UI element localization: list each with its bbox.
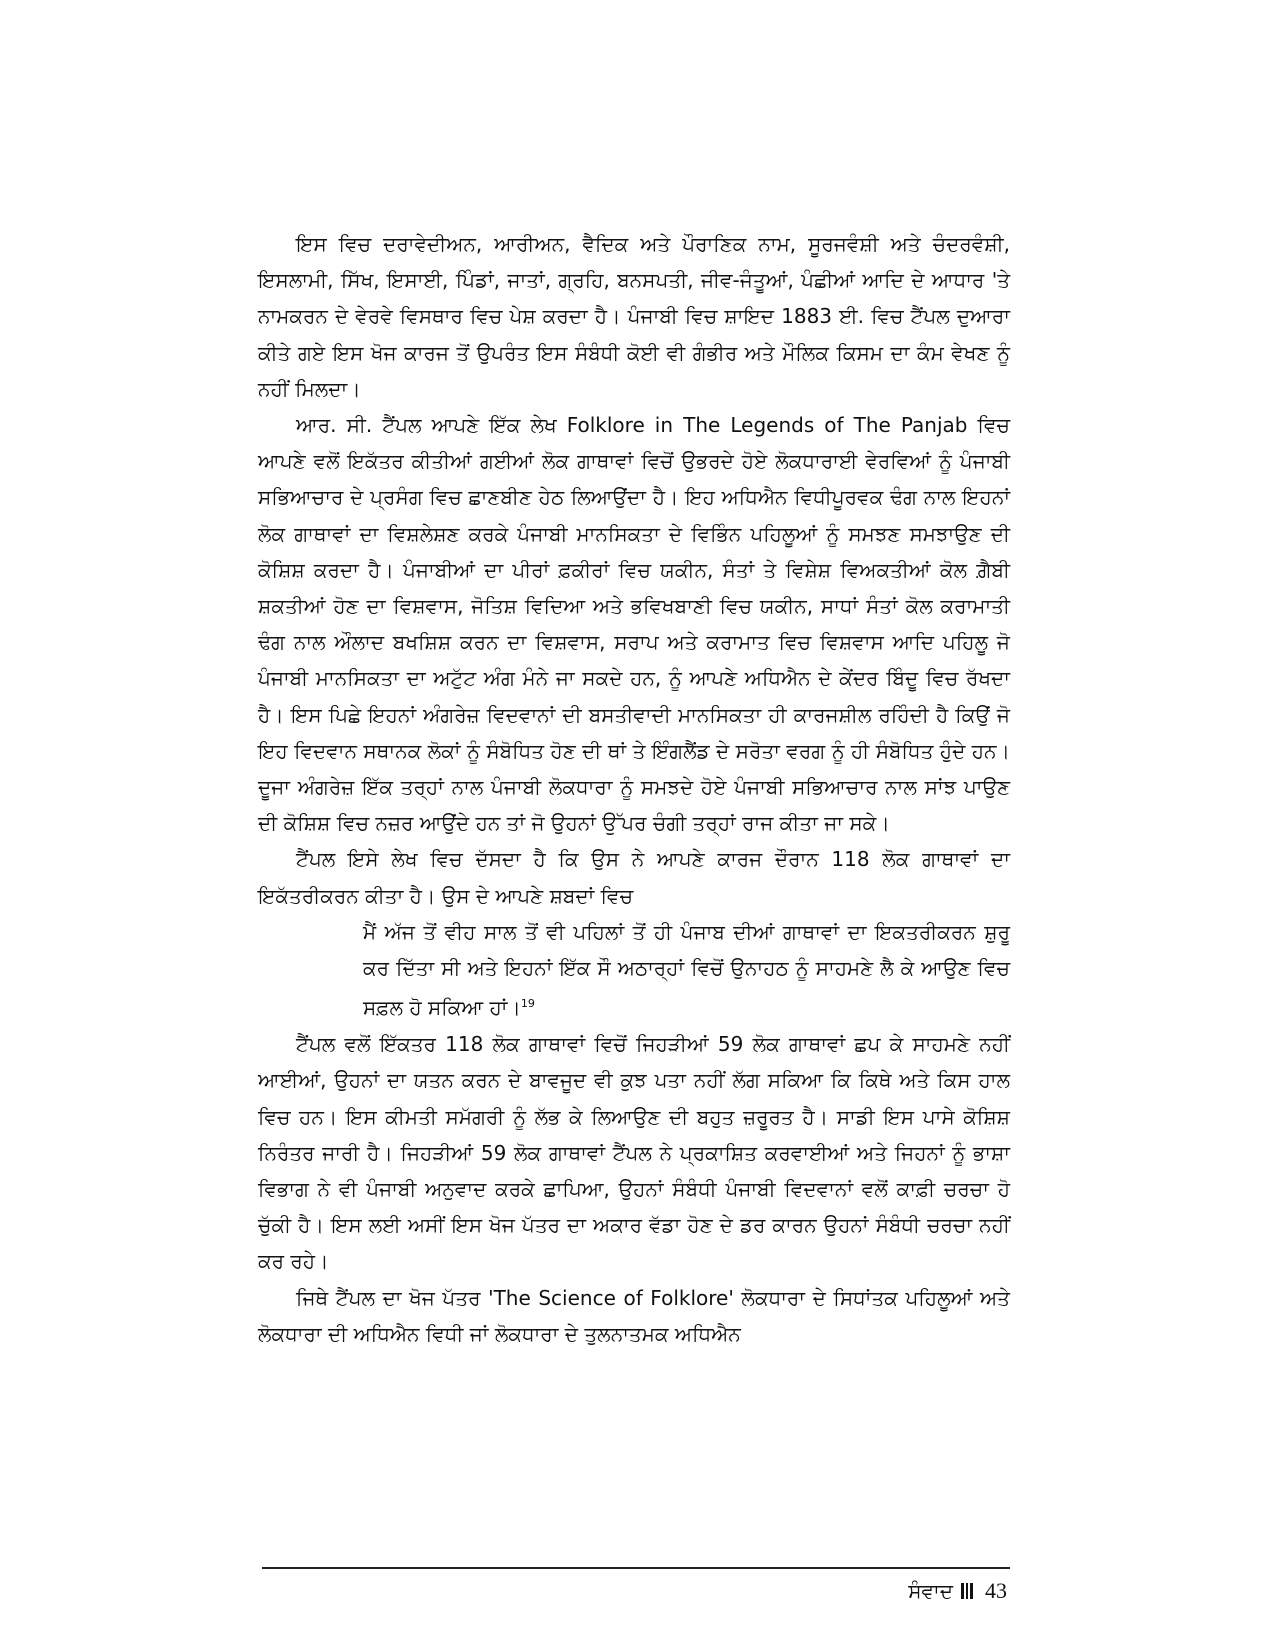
paragraph-1: ਇਸ ਵਿਚ ਦਰਾਵੇਦੀਅਨ, ਆਰੀਅਨ, ਵੈਦਿਕ ਅਤੇ ਪੌਰਾਣਿਕ ਨਾਮ, ਸੂਰਜਵੰਸ਼ੀ ਅਤੇ ਚੰਦਰਵੰਸ਼ੀ, ਇਸਲਾਮੀ, ਸਿੱਖ, ਇਸਾਈ, ਪਿੰਡਾਂ, ਜਾਤਾਂ, ਗ੍ਰਹਿ, ਬਨਸਪਤੀ, ਜੀਵ-ਜੰਤੂਆਂ, ਪੰਛੀਆਂ ਆਦਿ ਦੇ ਆਧਾਰ 'ਤੇ ਨਾਮਕਰਨ ਦੇ ਵੇਰਵੇ ਵਿਸਥਾਰ ਵਿਚ ਪੇਸ਼ ਕਰਦਾ ਹੈ। ਪੰਜਾਬੀ ਵਿਚ ਸ਼ਾਇਦ 1883 ਈ. ਵਿਚ ਟੈਂਪਲ ਦੁਆਰਾ ਕੀਤੇ ਗਏ ਇਸ ਖੋਜ ਕਾਰਜ ਤੋਂ ਉਪਰੰਤ ਇਸ ਸੰਬੰਧੀ ਕੋਈ ਵੀ ਗੰਭੀਰ ਅਤੇ ਮੌਲਿਕ ਕਿਸਮ ਦਾ ਕੰਮ ਵੇਖਣ ਨੂੰ ਨਹੀਂ ਮਿਲਦਾ।: [258, 232, 1010, 401]
paragraph-4: ਟੈਂਪਲ ਵਲੋਂ ਇੱਕਤਰ 118 ਲੋਕ ਗਾਥਾਵਾਂ ਵਿਚੋਂ ਜਿਹੜੀਆਂ 59 ਲੋਕ ਗਾਥਾਵਾਂ ਛਪ ਕੇ ਸਾਹਮਣੇ ਨਹੀਂ ਆਈਆਂ, ਉਹਨਾਂ ਦਾ ਯਤਨ ਕਰਨ ਦੇ ਬਾਵਜੂਦ ਵੀ ਕੁਝ ਪਤਾ ਨਹੀਂ ਲੱਗ ਸਕਿਆ ਕਿ ਕਿਥੇ ਅਤੇ ਕਿਸ ਹਾਲ ਵਿਚ ਹਨ। ਇਸ ਕੀਮਤੀ ਸਮੱਗਰੀ ਨੂੰ ਲੱਭ ਕੇ ਲਿਆਉਣ ਦੀ ਬਹੁਤ ਜ਼ਰੂਰਤ ਹੈ। ਸਾਡੀ ਇਸ ਪਾਸੇ ਕੋਸ਼ਿਸ਼ ਨਿਰੰਤਰ ਜਾਰੀ ਹੈ। ਜਿਹੜੀਆਂ 59 ਲੋਕ ਗਾਥਾਵਾਂ ਟੈਂਪਲ ਨੇ ਪ੍ਰਕਾਸ਼ਿਤ ਕਰਵਾਈਆਂ ਅਤੇ ਜਿਹਨਾਂ ਨੂੰ ਭਾਸ਼ਾ ਵਿਭਾਗ ਨੇ ਵੀ ਪੰਜਾਬੀ ਅਨੁਵਾਦ ਕਰਕੇ ਛਾਪਿਆ, ਉਹਨਾਂ ਸੰਬੰਧੀ ਪੰਜਾਬੀ ਵਿਦਵਾਨਾਂ ਵਲੋਂ ਕਾਫ਼ੀ ਚਰਚਾ ਹੋ ਚੁੱਕੀ ਹੈ। ਇਸ ਲਈ ਅਸੀਂ ਇਸ ਖੋਜ ਪੱਤਰ ਦਾ ਅਕਾਰ ਵੱਡਾ ਹੋਣ ਦੇ ਡਰ ਕਾਰਨ ਉਹਨਾਂ ਸੰਬੰਧੀ ਚਰਚਾ ਨਹੀਂ ਕਰ ਰਹੇ।: [258, 1032, 1010, 1274]
page-number: 43: [985, 1578, 1007, 1603]
page-body: [258, 226, 1010, 1352]
bars-icon: [961, 1583, 973, 1599]
block-quote-text: ਮੈਂ ਅੱਜ ਤੋਂ ਵੀਹ ਸਾਲ ਤੋਂ ਵੀ ਪਹਿਲਾਂ ਤੋਂ ਹੀ ਪੰਜਾਬ ਦੀਆਂ ਗਾਥਾਵਾਂ ਦਾ ਇਕਤਰੀਕਰਨ ਸ਼ੁਰੂ ਕਰ ਦਿੱਤਾ ਸੀ ਅਤੇ ਇਹਨਾਂ ਇੱਕ ਸੌ ਅਠਾਰ੍ਹਾਂ ਵਿਚੋਂ ਉਨਾਹਠ ਨੂੰ ਸਾਹਮਣੇ ਲੈ ਕੇ ਆਉਣ ਵਿਚ ਸਫ਼ਲ ਹੋ ਸਕਿਆ ਹਾਂ।: [363, 919, 1010, 1020]
page-footer: [908, 1578, 1007, 1604]
paragraph-3: ਟੈਂਪਲ ਇਸੇ ਲੇਖ ਵਿਚ ਦੱਸਦਾ ਹੈ ਕਿ ਉਸ ਨੇ ਆਪਣੇ ਕਾਰਜ ਦੌਰਾਨ 118 ਲੋਕ ਗਾਥਾਵਾਂ ਦਾ ਇਕੱਤਰੀਕਰਨ ਕੀਤਾ ਹੈ। ਉਸ ਦੇ ਆਪਣੇ ਸ਼ਬਦਾਂ ਵਿਚ: [258, 847, 1010, 908]
journal-name: ਸੰਵਾਦ: [908, 1579, 953, 1603]
footer-divider: [262, 1567, 1010, 1569]
paragraph-2: ਆਰ. ਸੀ. ਟੈਂਪਲ ਆਪਣੇ ਇੱਕ ਲੇਖ Folklore in The Legends of The Panjab ਵਿਚ ਆਪਣੇ ਵਲੋਂ ਇਕੱਤਰ ਕੀਤੀਆਂ ਗਈਆਂ ਲੋਕ ਗਾਥਾਵਾਂ ਵਿਚੋਂ ਉਭਰਦੇ ਹੋਏ ਲੋਕਧਾਰਾਈ ਵੇਰਵਿਆਂ ਨੂੰ ਪੰਜਾਬੀ ਸਭਿਆਚਾਰ ਦੇ ਪ੍ਰਸੰਗ ਵਿਚ ਛਾਣਬੀਣ ਹੇਠ ਲਿਆਉਂਦਾ ਹੈ। ਇਹ ਅਧਿਐਨ ਵਿਧੀਪੂਰਵਕ ਢੰਗ ਨਾਲ ਇਹਨਾਂ ਲੋਕ ਗਾਥਾਵਾਂ ਦਾ ਵਿਸ਼ਲੇਸ਼ਣ ਕਰਕੇ ਪੰਜਾਬੀ ਮਾਨਸਿਕਤਾ ਦੇ ਵਿਭਿੰਨ ਪਹਿਲੂਆਂ ਨੂੰ ਸਮਝਣ ਸਮਝਾਉਣ ਦੀ ਕੋਸ਼ਿਸ਼ ਕਰਦਾ ਹੈ। ਪੰਜਾਬੀਆਂ ਦਾ ਪੀਰਾਂ ਫ਼ਕੀਰਾਂ ਵਿਚ ਯਕੀਨ, ਸੰਤਾਂ ਤੇ ਵਿਸ਼ੇਸ਼ ਵਿਅਕਤੀਆਂ ਕੋਲ ਗ਼ੈਬੀ ਸ਼ਕਤੀਆਂ ਹੋਣ ਦਾ ਵਿਸ਼ਵਾਸ, ਜੋਤਿਸ਼ ਵਿਦਿਆ ਅਤੇ ਭਵਿਖਬਾਣੀ ਵਿਚ ਯਕੀਨ, ਸਾਧਾਂ ਸੰਤਾਂ ਕੋਲ ਕਰਾਮਾਤੀ ਢੰਗ ਨਾਲ ਔਲਾਦ ਬਖਸ਼ਿਸ਼ ਕਰਨ ਦਾ ਵਿਸ਼ਵਾਸ, ਸਰਾਪ ਅਤੇ ਕਰਾਮਾਤ ਵਿਚ ਵਿਸ਼ਵਾਸ ਆਦਿ ਪਹਿਲੂ ਜੋ ਪੰਜਾਬੀ ਮਾਨਸਿਕਤਾ ਦਾ ਅਟੁੱਟ ਅੰਗ ਮੰਨੇ ਜਾ ਸਕਦੇ ਹਨ, ਨੂੰ ਆਪਣੇ ਅਧਿਐਨ ਦੇ ਕੇਂਦਰ ਬਿੰਦੂ ਵਿਚ ਰੱਖਦਾ ਹੈ। ਇਸ ਪਿਛੇ ਇਹਨਾਂ ਅੰਗਰੇਜ਼ ਵਿਦਵਾਨਾਂ ਦੀ ਬਸਤੀਵਾਦੀ ਮਾਨਸਿਕਤਾ ਹੀ ਕਾਰਜਸ਼ੀਲ ਰਹਿੰਦੀ ਹੈ ਕਿਉਂ ਜੋ ਇਹ ਵਿਦਵਾਨ ਸਥਾਨਕ ਲੋਕਾਂ ਨੂੰ ਸੰਬੋਧਿਤ ਹੋਣ ਦੀ ਥਾਂ ਤੇ ਇੰਗਲੈਂਡ ਦੇ ਸਰੋਤਾ ਵਰਗ ਨੂੰ ਹੀ ਸੰਬੋਧਿਤ ਹੁੰਦੇ ਹਨ। ਦੂਜਾ ਅੰਗਰੇਜ਼ ਇੱਕ ਤਰ੍ਹਾਂ ਨਾਲ ਪੰਜਾਬੀ ਲੋਕਧਾਰਾ ਨੂੰ ਸਮਝਦੇ ਹੋਏ ਪੰਜਾਬੀ ਸਭਿਆਚਾਰ ਨਾਲ ਸਾਂਝ ਪਾਉਣ ਦੀ ਕੋਸ਼ਿਸ਼ ਵਿਚ ਨਜ਼ਰ ਆਉਂਦੇ ਹਨ ਤਾਂ ਜੋ ਉਹਨਾਂ ਉੱਪਰ ਚੰਗੀ ਤਰ੍ਹਾਂ ਰਾਜ ਕੀਤਾ ਜਾ ਸਕੇ।: [258, 413, 1010, 836]
footnote-reference: 19: [520, 997, 535, 1011]
block-quote: [363, 914, 1010, 1026]
paragraph-5: ਜਿਥੇ ਟੈਂਪਲ ਦਾ ਖੋਜ ਪੱਤਰ 'The Science of Folklore' ਲੋਕਧਾਰਾ ਦੇ ਸਿਧਾਂਤਕ ਪਹਿਲੂਆਂ ਅਤੇ ਲੋਕਧਾਰਾ ਦੀ ਅਧਿਐਨ ਵਿਧੀ ਜਾਂ ਲੋਕਧਾਰਾ ਦੇ ਤੁਲਨਾਤਮਕ ਅਧਿਐਨ: [258, 1285, 1010, 1346]
